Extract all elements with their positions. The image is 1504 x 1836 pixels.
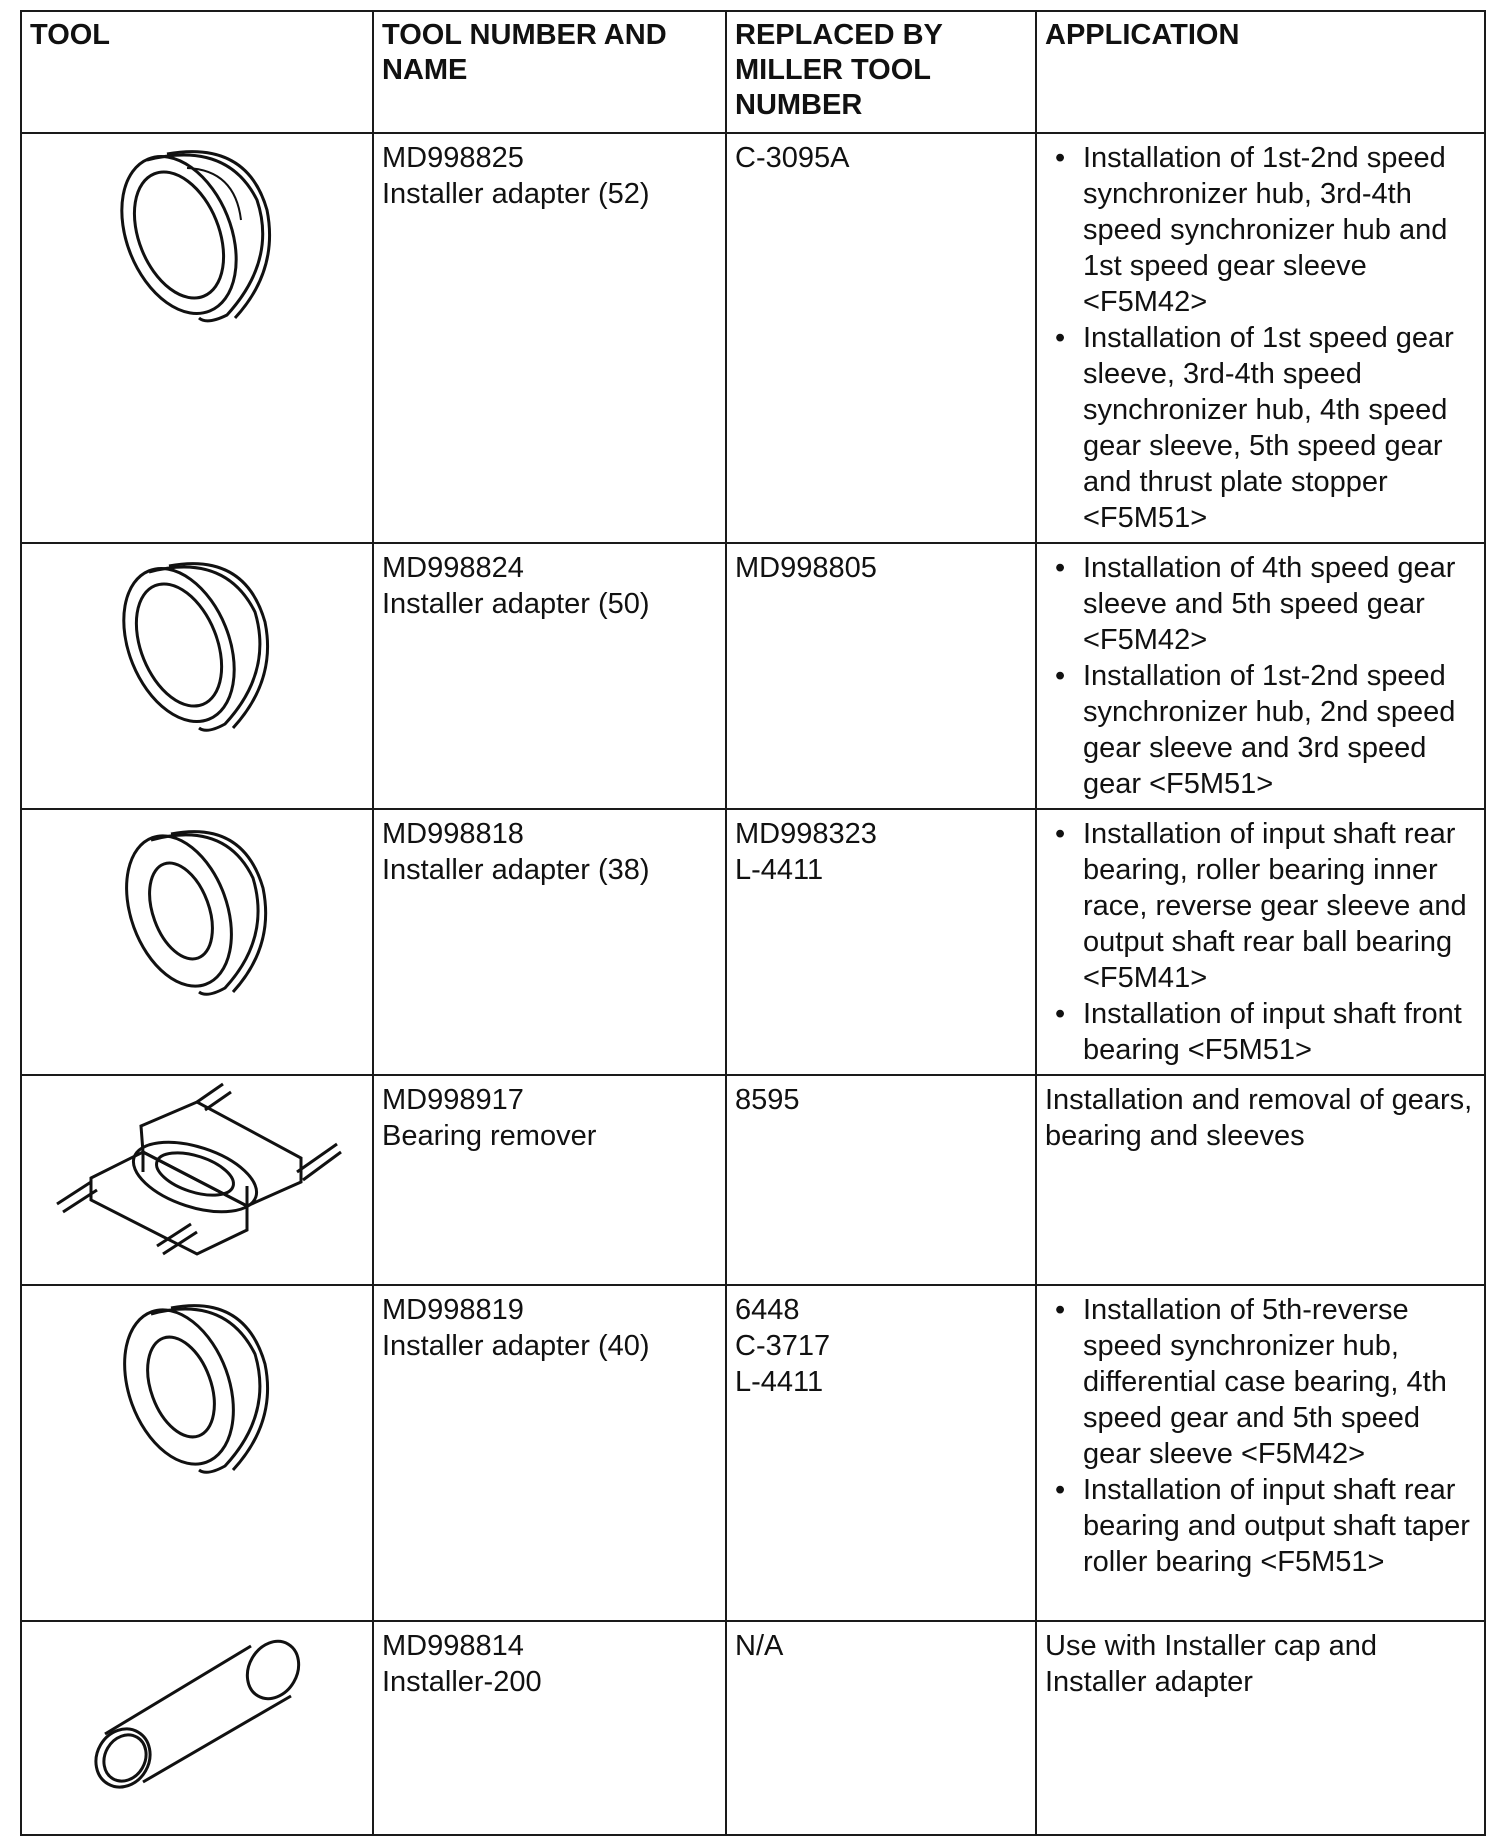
replaced-by-cell	[726, 1075, 1036, 1285]
header-application: APPLICATION	[1036, 11, 1485, 133]
installer-adapter-ring-icon	[107, 1292, 287, 1482]
miller-tool-number: 8595	[735, 1084, 800, 1116]
installer-adapter-ring-icon	[107, 550, 287, 740]
miller-tool-number: L-4411	[735, 854, 824, 886]
table-row	[21, 1621, 1485, 1835]
tool-name: Installer adapter (38)	[382, 854, 650, 886]
installer-tube-icon	[77, 1628, 317, 1798]
replaced-by-cell	[726, 543, 1036, 809]
bearing-remover-icon	[47, 1082, 347, 1262]
miller-tool-number: N/A	[735, 1630, 784, 1662]
miller-tool-number: L-4411	[735, 1366, 824, 1398]
table-row	[21, 1285, 1485, 1621]
application-item: • Installation of input shaft rear bearing, roller bearing inner race, reverse gear sleeve and output shaft rear ball bearing <F5M41>	[1045, 816, 1476, 996]
tool-image-cell	[21, 543, 373, 809]
tool-image-cell	[21, 1285, 373, 1621]
miller-tool-number: C-3095A	[735, 142, 850, 174]
tool-number: MD998818	[382, 818, 524, 850]
application-item: • Installation of 1st speed gear sleeve, 3rd-4th speed synchronizer hub, 4th speed gear sleeve, 5th speed gear and thrust plate stopper <F5M51>	[1045, 320, 1476, 536]
application-item: • Installation of 1st-2nd speed synchronizer hub, 2nd speed gear sleeve and 3rd speed gear <F5M51>	[1045, 658, 1476, 802]
application-item: • Installation of 1st-2nd speed synchronizer hub, 3rd-4th speed synchronizer hub and 1st speed gear sleeve <F5M42>	[1045, 140, 1476, 320]
application-item: • Installation of input shaft front bearing <F5M51>	[1045, 996, 1476, 1068]
miller-tool-number: C-3717	[735, 1330, 831, 1362]
tool-number-name-cell	[373, 133, 726, 543]
installer-adapter-ring-icon	[107, 140, 287, 330]
tool-name: Installer adapter (52)	[382, 178, 650, 210]
replaced-by-cell	[726, 809, 1036, 1075]
tool-image-cell	[21, 133, 373, 543]
application-item: • Installation of input shaft rear bearing and output shaft taper roller bearing <F5M51>	[1045, 1472, 1476, 1580]
application-item: • Installation of 4th speed gear sleeve and 5th speed gear <F5M42>	[1045, 550, 1476, 658]
application-text: Use with Installer cap and Installer adapter	[1045, 1630, 1378, 1698]
tool-number-name-cell	[373, 1621, 726, 1835]
header-tool: TOOL	[21, 11, 373, 133]
tool-name: Bearing remover	[382, 1120, 597, 1152]
miller-tool-number: 6448	[735, 1294, 800, 1326]
application-cell	[1036, 133, 1485, 543]
table-row	[21, 1075, 1485, 1285]
replaced-by-cell	[726, 1621, 1036, 1835]
application-item: • Installation of 5th-reverse speed synchronizer hub, differential case bearing, 4th speed gear and 5th speed gear sleeve <F5M42>	[1045, 1292, 1476, 1472]
tool-number-name-cell	[373, 1285, 726, 1621]
application-cell	[1036, 809, 1485, 1075]
tool-image-cell	[21, 809, 373, 1075]
tool-number-name-cell	[373, 543, 726, 809]
header-tool-number-name: TOOL NUMBER AND NAME	[373, 11, 726, 133]
tool-name: Installer-200	[382, 1666, 542, 1698]
replaced-by-cell	[726, 133, 1036, 543]
tool-number: MD998825	[382, 142, 524, 174]
application-text: Installation and removal of gears, bearing and sleeves	[1045, 1084, 1473, 1152]
application-cell	[1036, 1075, 1485, 1285]
tool-number-name-cell	[373, 1075, 726, 1285]
miller-tool-number: MD998805	[735, 552, 877, 584]
header-replaced-by: REPLACED BY MILLER TOOL NUMBER	[726, 11, 1036, 133]
tool-number: MD998824	[382, 552, 524, 584]
tool-name: Installer adapter (40)	[382, 1330, 650, 1362]
table-row	[21, 809, 1485, 1075]
tool-image-cell	[21, 1075, 373, 1285]
special-tools-table	[20, 10, 1486, 1836]
header-row	[21, 11, 1485, 133]
table-row	[21, 133, 1485, 543]
replaced-by-cell	[726, 1285, 1036, 1621]
application-cell	[1036, 1621, 1485, 1835]
tool-number: MD998814	[382, 1630, 524, 1662]
table-row	[21, 543, 1485, 809]
installer-adapter-ring-icon	[107, 816, 287, 1006]
tool-number: MD998819	[382, 1294, 524, 1326]
application-cell	[1036, 1285, 1485, 1621]
tool-image-cell	[21, 1621, 373, 1835]
tool-name: Installer adapter (50)	[382, 588, 650, 620]
application-cell	[1036, 543, 1485, 809]
tool-number: MD998917	[382, 1084, 524, 1116]
tool-number-name-cell	[373, 809, 726, 1075]
miller-tool-number: MD998323	[735, 818, 877, 850]
